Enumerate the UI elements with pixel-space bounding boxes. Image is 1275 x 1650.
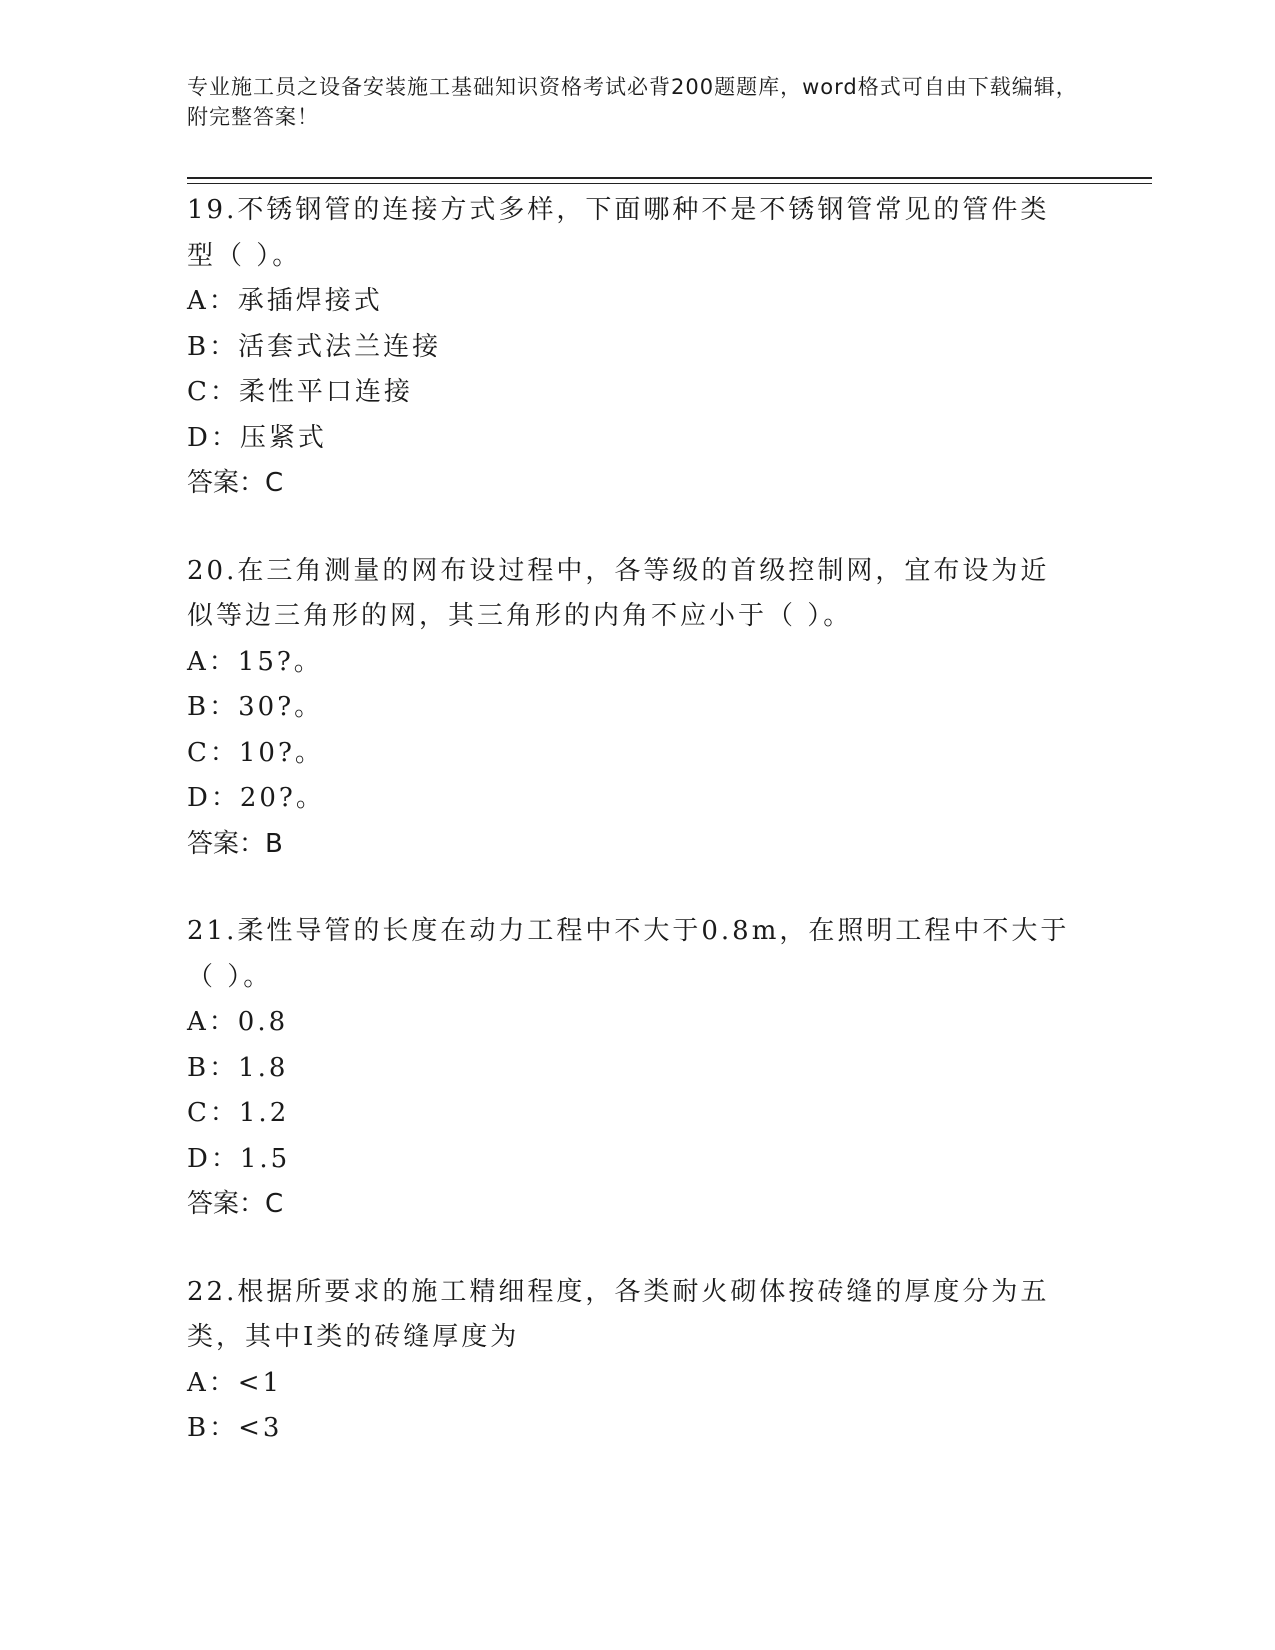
option-b: B：1.8 — [187, 1052, 289, 1083]
option-a: A：15?。 — [187, 646, 323, 677]
question-20 — [187, 549, 1077, 868]
option-b: B：30?。 — [187, 692, 324, 722]
option-d: D：1.5 — [187, 1143, 291, 1174]
header-divider-thin — [187, 183, 1152, 184]
question-21 — [187, 909, 1077, 1228]
option-c: C：10?。 — [187, 737, 324, 768]
answer-line: 答案：C — [187, 1189, 284, 1219]
option-a: A：0.8 — [187, 1007, 289, 1037]
question-stem: 20.在三角测量的网布设过程中，各等级的首级控制网，宜布设为近似等边三角形的网，其三角形的内角不应小于（ ）。 — [187, 555, 1050, 631]
answer-line: 答案：C — [187, 468, 284, 498]
option-d: D：压紧式 — [187, 422, 327, 453]
option-c: C：柔性平口连接 — [187, 377, 413, 407]
option-a: A：<1 — [187, 1367, 283, 1398]
question-stem: 22.根据所要求的施工精细程度，各类耐火砌体按砖缝的厚度分为五类，其中Ⅰ类的砖缝厚度为 — [187, 1276, 1050, 1352]
header-divider-thick — [187, 177, 1152, 179]
question-19 — [187, 188, 1077, 507]
question-22 — [187, 1270, 1077, 1452]
option-b: B：<3 — [187, 1413, 283, 1443]
option-d: D：20?。 — [187, 783, 325, 813]
question-list — [187, 188, 1077, 1494]
answer-line: 答案：B — [187, 828, 283, 859]
document-header: 专业施工员之设备安装施工基础知识资格考试必背200题题库，word格式可自由下载编辑，附完整答案！ — [187, 75, 1078, 129]
option-b: B：活套式法兰连接 — [187, 331, 442, 362]
option-c: C：1.2 — [187, 1098, 290, 1128]
question-stem: 19.不锈钢管的连接方式多样，下面哪种不是不锈钢管常见的管件类型（ ）。 — [187, 195, 1050, 271]
question-stem: 21.柔性导管的长度在动力工程中不大于0.8m，在照明工程中不大于（ ）。 — [187, 916, 1070, 992]
option-a: A：承插焊接式 — [187, 286, 383, 316]
